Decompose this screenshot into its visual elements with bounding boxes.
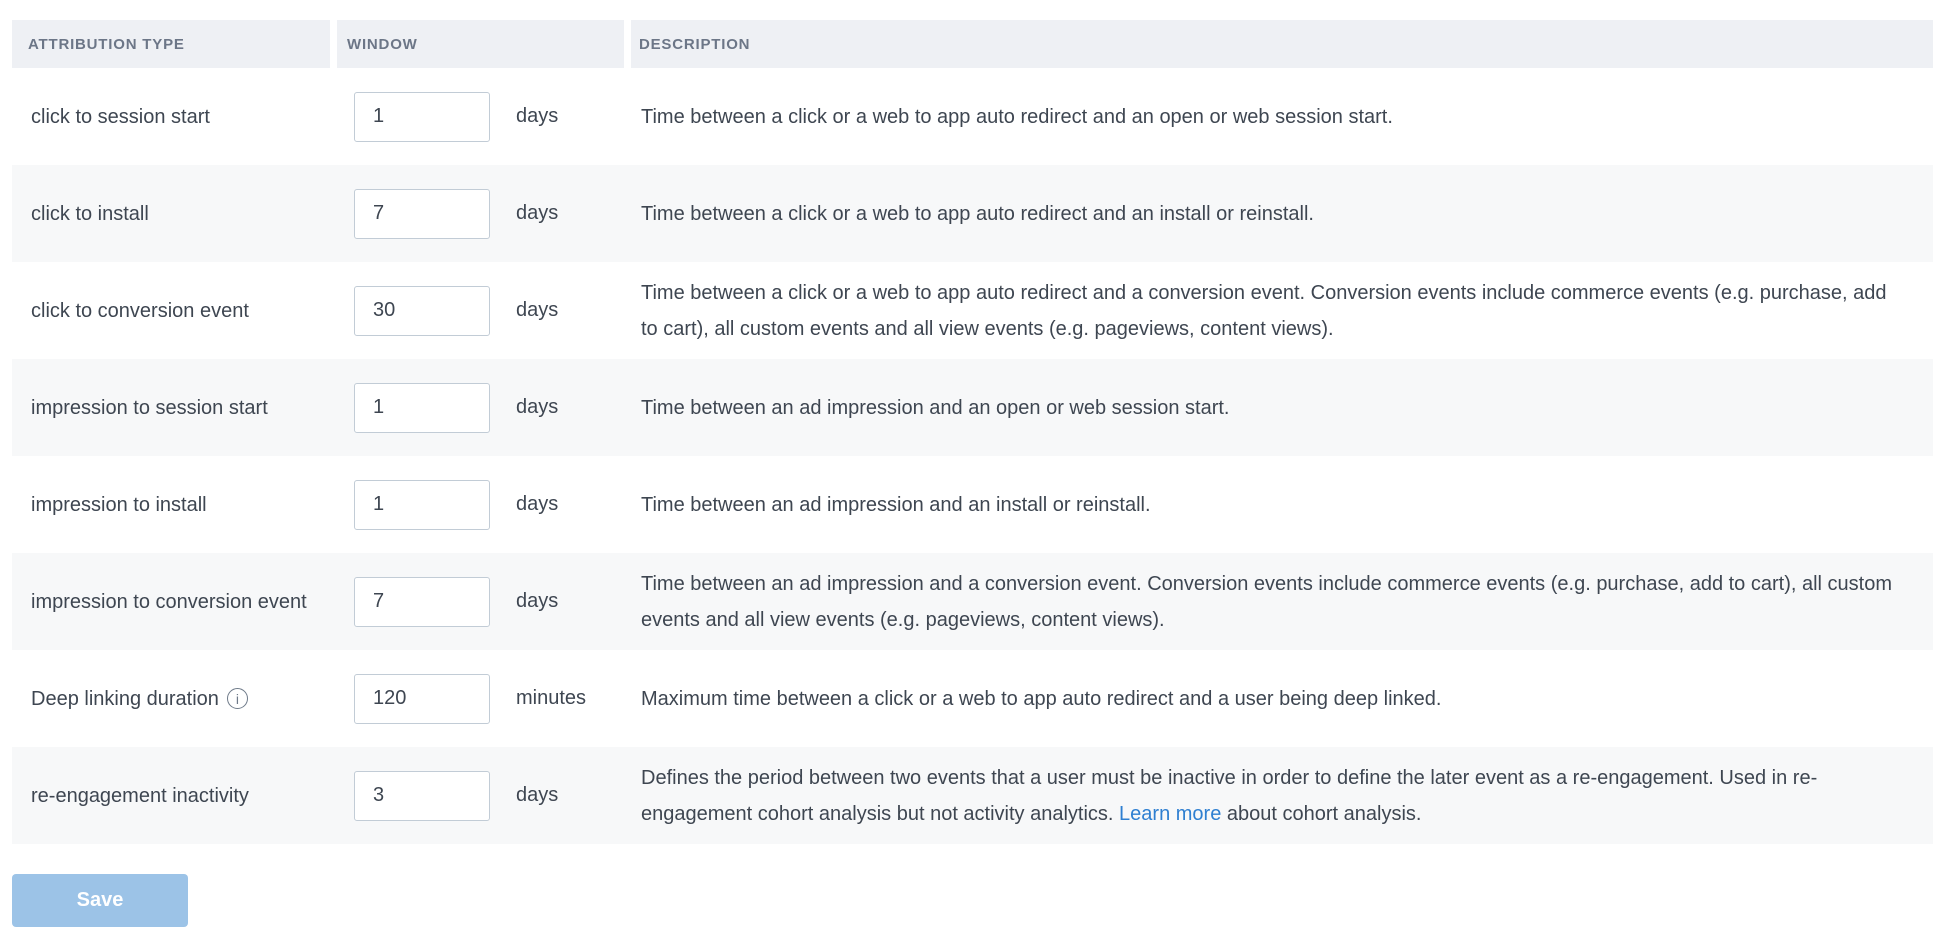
window-cell [337,480,631,530]
window-cell [337,383,631,433]
attribution-type-label: click to session start [31,105,210,128]
window-input[interactable] [354,286,490,336]
description-text: Time between a click or a web to app auto redirect and an install or reinstall. [641,202,1314,225]
column-header-description: DESCRIPTION [631,20,1933,68]
table-row [12,359,1933,456]
description-text: Time between a click or a web to app auto redirect and a conversion event. Conversion events include commerce events (e.g. purchase, add to cart), all custom events and all view events (e.g. pageviews, content views). [641,281,1887,340]
window-input[interactable] [354,92,490,142]
column-header-attribution-type: ATTRIBUTION TYPE [12,20,330,68]
table-row [12,165,1933,262]
attribution-type-cell [12,394,337,422]
description-cell [631,487,1933,523]
description-cell [631,196,1933,232]
window-unit-label: days [516,105,559,127]
row-description [641,487,1151,523]
table-row [12,650,1933,747]
description-text: Time between an ad impression and an open or web session start. [641,396,1230,419]
description-cell [631,99,1933,135]
table-body [12,68,1933,844]
description-text: Defines the period between two events that a user must be inactive in order to define the later event as a re-engagement. Used in re-engagement cohort analysis but not activity analytics. [641,766,1818,825]
info-icon[interactable]: i [227,688,248,709]
attribution-type-label: impression to install [31,493,207,516]
window-cell [337,189,631,239]
description-cell [631,681,1933,717]
description-text: Time between an ad impression and an install or reinstall. [641,493,1151,516]
window-unit-label: days [516,299,559,321]
window-unit-label: days [516,396,559,418]
description-cell [631,275,1933,347]
table-row [12,747,1933,844]
window-unit-label: days [516,202,559,224]
window-input[interactable] [354,383,490,433]
window-cell [337,771,631,821]
description-cell [631,390,1933,426]
window-unit-label: days [516,590,559,612]
table-row [12,68,1933,165]
description-text-after-link: about cohort analysis. [1221,802,1422,825]
table-row [12,553,1933,650]
save-button[interactable]: Save [12,874,188,927]
window-cell [337,577,631,627]
description-text: Maximum time between a click or a web to app auto redirect and a user being deep linked. [641,687,1442,710]
window-unit-label: minutes [516,687,587,709]
description-text: Time between a click or a web to app auto redirect and an open or web session start. [641,105,1393,128]
attribution-type-label: impression to conversion event [31,590,307,613]
row-description [641,275,1907,347]
table-header-row [12,20,1933,68]
learn-more-link[interactable]: Learn more [1119,802,1222,825]
attribution-type-label: impression to session start [31,396,268,419]
window-input[interactable] [354,480,490,530]
description-text: Time between an ad impression and a conversion event. Conversion events include commerce events (e.g. purchase, add to cart), all custom events and all view events (e.g. pageviews, content views). [641,572,1893,631]
description-cell [631,566,1933,638]
attribution-type-cell [12,588,337,616]
attribution-type-label: click to conversion event [31,299,249,322]
attribution-type-label: re-engagement inactivity [31,784,249,807]
row-description [641,196,1314,232]
column-header-window: WINDOW [337,20,624,68]
attribution-type-cell [12,200,337,228]
window-input[interactable] [354,189,490,239]
row-description [641,681,1441,717]
window-input[interactable] [354,674,490,724]
description-cell [631,760,1933,832]
attribution-type-cell [12,297,337,325]
table-row [12,262,1933,359]
attribution-table [12,20,1933,844]
attribution-type-label: Deep linking duration [31,687,219,710]
window-cell [337,92,631,142]
window-cell [337,674,631,724]
row-description [641,390,1229,426]
window-cell [337,286,631,336]
attribution-type-cell [12,491,337,519]
table-row [12,456,1933,553]
attribution-type-label: click to install [31,202,149,225]
attribution-type-cell [12,782,337,810]
attribution-type-cell [12,103,337,131]
attribution-type-cell [12,685,337,713]
window-input[interactable] [354,771,490,821]
window-input[interactable] [354,577,490,627]
row-description [641,566,1907,638]
window-unit-label: days [516,493,559,515]
window-unit-label: days [516,784,559,806]
row-description [641,99,1393,135]
row-description [641,760,1907,832]
